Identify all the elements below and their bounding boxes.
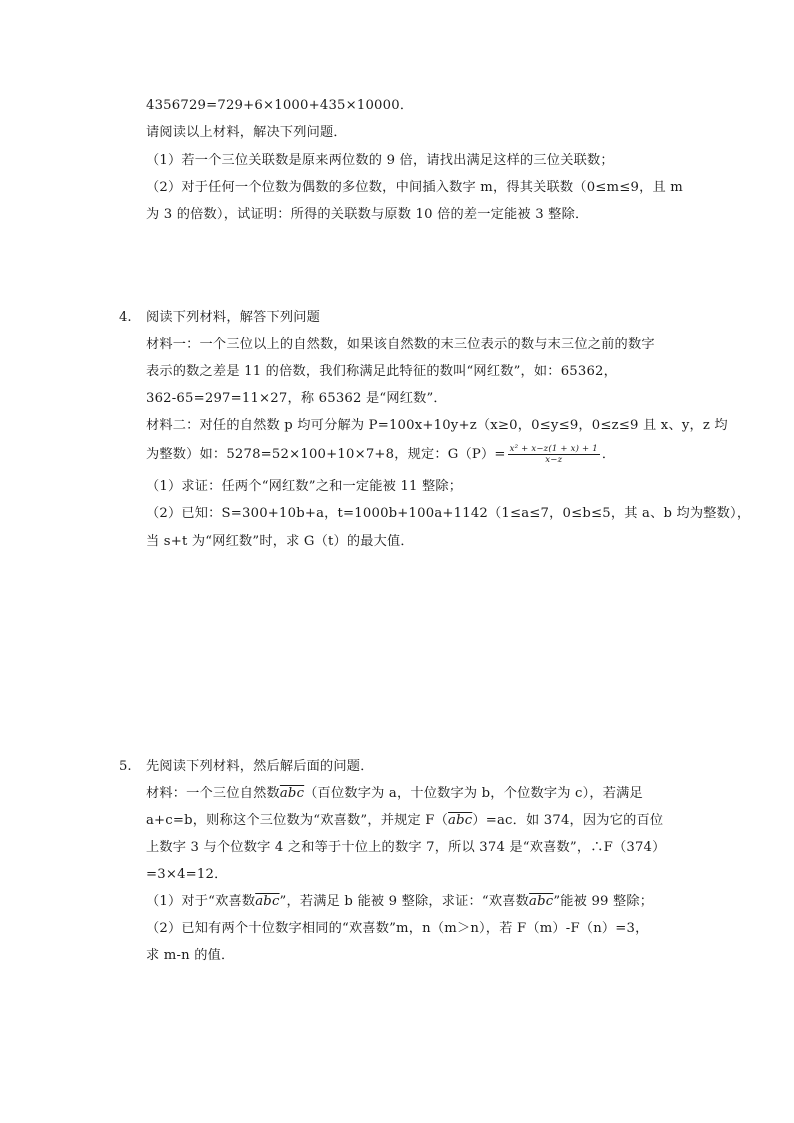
q4-line-9: 当 s+t 为“网红数”时，求 G（t）的最大值． bbox=[146, 534, 414, 549]
q5-line-5: =3×4=12． bbox=[146, 867, 228, 882]
q3-line-3: （1）若一个三位关联数是原来两位数的 9 倍，请找出满足这样的三位关联数； bbox=[146, 153, 614, 168]
q4-line-3: 表示的数之差是 11 的倍数，我们称满足此特征的数叫“网红数”，如：65362， bbox=[146, 364, 618, 379]
q4-line-7: （1）求证：任两个“网红数”之和一定能被 11 整除； bbox=[146, 479, 463, 494]
q5-line-3 bbox=[146, 812, 663, 830]
q5-line-3-rest: ）=ac．如 374，因为它的百位 bbox=[472, 813, 664, 828]
q3-line-4: （2）对于任何一个位数为偶数的多位数，中间插入数字 m，得其关联数（0≤m≤9，且 m bbox=[146, 180, 683, 195]
q5-line-6-mid: ”，若满足 b 能被 9 整除，求证：“欢喜数 bbox=[279, 894, 530, 909]
q5-line-7: （2）已知有两个十位数字相同的“欢喜数”m，n（m＞n），若 F（m）-F（n）=3， bbox=[146, 921, 649, 936]
q5-line-4: 上数字 3 与个位数字 4 之和等于十位上的数字 7，所以 374 是“欢喜数”，∴F（374） bbox=[146, 840, 666, 855]
q4-line-8: （2）已知：S=300+10b+a，t=1000b+100a+1142（1≤a≤7，0≤b≤5，其 a、b 均为整数）， bbox=[146, 506, 751, 521]
q5-line-6-text: （1）对于“欢喜数 bbox=[146, 894, 256, 909]
abc-overline: $\overline{abc}$ bbox=[255, 894, 280, 909]
q4-line-5: 材料二：对任的自然数 p 均可分解为 P=100x+10y+z（x≥0，0≤y≤9，0≤z≤9 且 x、y，z 均 bbox=[146, 418, 728, 433]
abc-overline: $\overline{abc}$ bbox=[448, 813, 473, 828]
q4-line-4: 362-65=297=11×27，称 65362 是“网红数”． bbox=[146, 391, 447, 406]
g-formula-fraction bbox=[508, 444, 600, 465]
abc-overline: $\overline{abc}$ bbox=[279, 786, 305, 801]
q4-line-6 bbox=[146, 444, 615, 465]
q5-line-2-rest: （百位数字为 a，十位数字为 b，个位数字为 c），若满足 bbox=[304, 786, 643, 801]
q5-line-3-text: a+c=b，则称这个三位数为“欢喜数”，并规定 F（ bbox=[146, 813, 449, 828]
q5-line-6-rest: ”能被 99 整除； bbox=[553, 894, 654, 909]
q5-line-8: 求 m-n 的值． bbox=[146, 948, 235, 963]
abc-overline: $\overline{abc}$ bbox=[529, 894, 554, 909]
q4-line-1: 阅读下列材料，解答下列问题 bbox=[146, 310, 321, 325]
q4-number: 4. bbox=[119, 310, 132, 325]
q4-line-6-end: ． bbox=[601, 447, 616, 462]
q3-line-5: 为 3 的倍数），试证明：所得的关联数与原数 10 倍的差一定能被 3 整除． bbox=[146, 207, 589, 222]
q5-line-2 bbox=[146, 785, 643, 803]
q3-line-1: 4356729=729+6×1000+435×10000． bbox=[146, 98, 414, 113]
q4-line-6-text: 为整数）如：5278=52×100+10×7+8，规定：G（P）= bbox=[146, 447, 506, 462]
q4-line-2: 材料一：一个三位以上的自然数，如果该自然数的末三位表示的数与末三位之前的数字 bbox=[146, 337, 655, 352]
q5-line-2-text: 材料：一个三位自然数 bbox=[146, 786, 280, 801]
q3-line-2: 请阅读以上材料，解决下列问题． bbox=[146, 125, 347, 140]
fraction-numerator: x² + x−z(1 + x) + 1 bbox=[509, 444, 598, 454]
q5-line-6 bbox=[146, 893, 653, 911]
q5-line-1: 先阅读下列材料，然后解后面的问题． bbox=[146, 759, 374, 774]
fraction-denominator: x−z bbox=[545, 455, 563, 465]
q5-number: 5. bbox=[119, 759, 132, 774]
